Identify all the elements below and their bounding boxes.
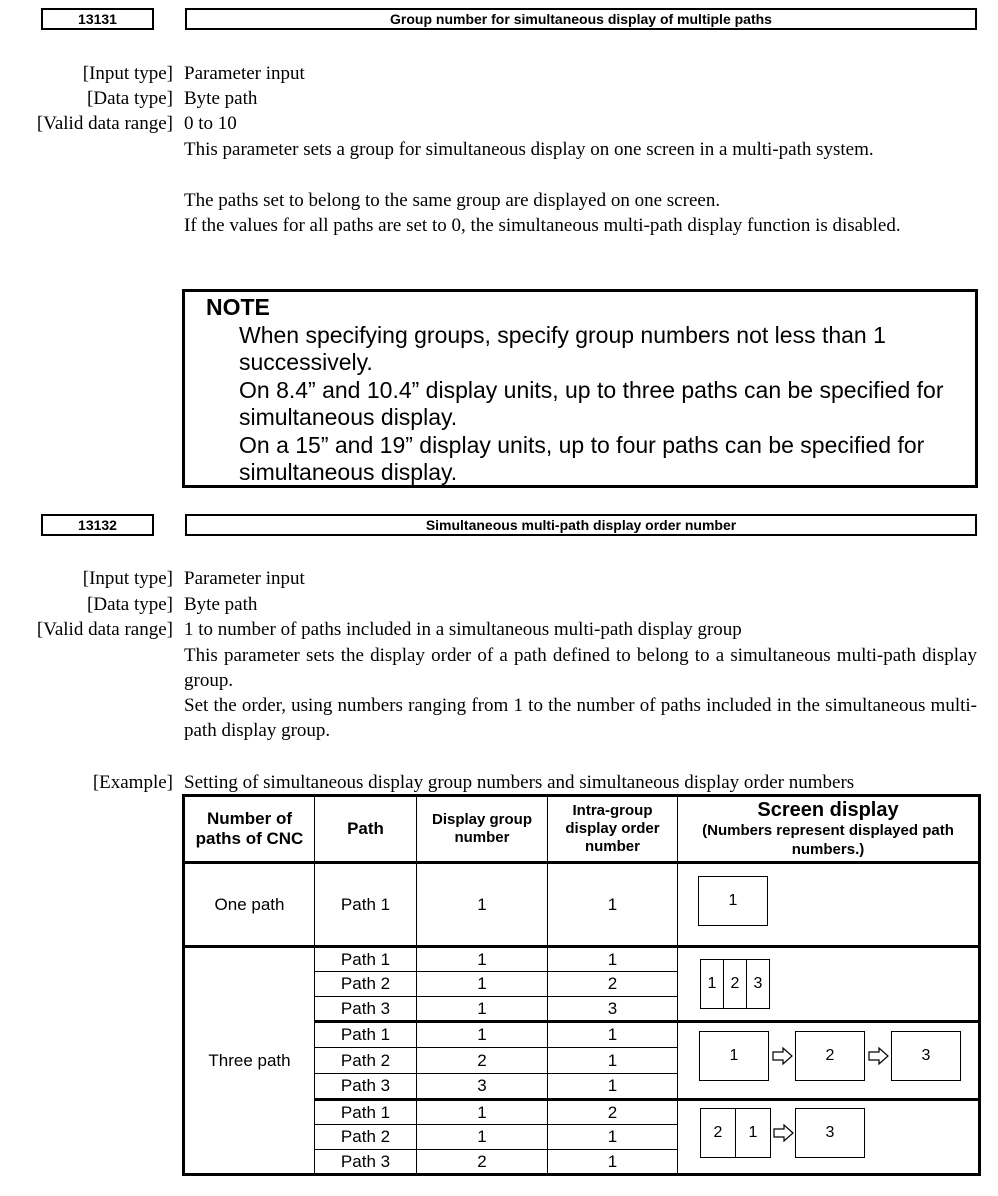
table-row [184, 863, 980, 947]
note-box [182, 289, 978, 488]
screen-box: 2 [795, 1031, 865, 1081]
note-body [239, 322, 969, 486]
order-cell: 1 [548, 1150, 678, 1175]
order-cell: 1 [548, 1048, 678, 1074]
valid-range-value: 0 to 10 [184, 113, 237, 134]
description-paragraph: This parameter sets the display order of a path defined to belong to a simultaneous multi-path display group. [184, 645, 977, 692]
path-cell: Path 3 [315, 997, 417, 1022]
column-header: Path [315, 796, 417, 863]
input-type-value: Parameter input [184, 63, 305, 84]
table-header-row [184, 796, 980, 863]
note-line: On 8.4” and 10.4” display units, up to three paths can be specified for simultaneous display. [239, 376, 944, 431]
group-cell: 1 [417, 997, 548, 1022]
parameter-title: Simultaneous multi-path display order number [185, 514, 977, 536]
data-type-label: [Data type] [87, 594, 173, 615]
parameter-number: 13131 [41, 8, 154, 30]
order-cell: 2 [548, 1100, 678, 1125]
group-cell: 2 [417, 1150, 548, 1175]
cnc-paths-cell: One path [184, 863, 315, 947]
example-label: [Example] [92, 772, 173, 793]
group-cell: 1 [417, 972, 548, 997]
screen-box: 1 [698, 876, 768, 926]
screen-box: 2 [723, 959, 747, 1009]
screen-box: 1 [699, 1031, 769, 1081]
example-caption: Setting of simultaneous display group numbers and simultaneous display order numbers [184, 772, 855, 793]
order-cell: 3 [548, 997, 678, 1022]
screen-box: 1 [700, 959, 724, 1009]
group-cell: 1 [417, 1125, 548, 1150]
order-cell: 1 [548, 947, 678, 972]
cnc-paths-cell: Three path [184, 947, 315, 1175]
group-cell: 1 [417, 947, 548, 972]
order-cell: 1 [548, 1074, 678, 1100]
parameter-title: Group number for simultaneous display of multiple paths [185, 8, 977, 30]
screen-display-cell [678, 1022, 980, 1100]
description-paragraph: This parameter sets a group for simultaneous display on one screen in a multi-path system. [184, 139, 874, 160]
data-type-label: [Data type] [87, 88, 173, 109]
column-header: Intra-group display order number [548, 796, 678, 863]
group-cell: 1 [417, 863, 548, 947]
screen-box: 3 [746, 959, 770, 1009]
screen-display-subheader: (Numbers represent displayed path numbers.) [702, 822, 954, 858]
path-cell: Path 1 [315, 947, 417, 972]
note-line: On a 15” and 19” display units, up to four paths can be specified for simultaneous display. [239, 431, 925, 486]
input-type-label: [Input type] [82, 63, 173, 84]
order-cell: 1 [548, 863, 678, 947]
screen-box: 3 [795, 1108, 865, 1158]
path-cell: Path 2 [315, 1125, 417, 1150]
screen-box: 3 [891, 1031, 961, 1081]
screen-display-cell [678, 947, 980, 1022]
path-cell: Path 1 [315, 863, 417, 947]
arrow-right-icon [772, 1047, 794, 1065]
path-cell: Path 1 [315, 1022, 417, 1048]
description-paragraph: Set the order, using numbers ranging from 1 to the number of paths included in the simultaneous multi-path display group. [184, 695, 977, 742]
input-type-label: [Input type] [82, 568, 173, 589]
screen-display-cell [678, 1100, 980, 1175]
valid-range-label: [Valid data range] [36, 113, 173, 134]
path-cell: Path 3 [315, 1150, 417, 1175]
screen-display-cell [678, 863, 980, 947]
column-header [678, 796, 980, 863]
parameter-number: 13132 [41, 514, 154, 536]
arrow-right-icon [868, 1047, 890, 1065]
arrow-right-icon [773, 1124, 795, 1142]
valid-range-value: 1 to number of paths included in a simultaneous multi-path display group [184, 619, 742, 640]
group-cell: 3 [417, 1074, 548, 1100]
group-cell: 1 [417, 1100, 548, 1125]
screen-display-header: Screen display [757, 799, 899, 821]
screen-box: 1 [735, 1108, 771, 1158]
group-cell: 1 [417, 1022, 548, 1048]
column-header: Display group number [417, 796, 548, 863]
table-row [184, 947, 980, 972]
note-line: When specifying groups, specify group numbers not less than 1 successively. [239, 322, 886, 376]
path-cell: Path 3 [315, 1074, 417, 1100]
input-type-value: Parameter input [184, 568, 305, 589]
data-type-value: Byte path [184, 88, 258, 109]
path-cell: Path 2 [315, 1048, 417, 1074]
order-cell: 1 [548, 1022, 678, 1048]
note-title: NOTE [206, 294, 270, 320]
data-type-value: Byte path [184, 594, 258, 615]
group-cell: 2 [417, 1048, 548, 1074]
column-header: Number of paths of CNC [184, 796, 315, 863]
example-table [182, 794, 981, 1176]
description-paragraph: If the values for all paths are set to 0, the simultaneous multi-path display function is disabled. [184, 215, 901, 236]
valid-range-label: [Valid data range] [36, 619, 173, 640]
order-cell: 2 [548, 972, 678, 997]
path-cell: Path 2 [315, 972, 417, 997]
description-paragraph: The paths set to belong to the same group are displayed on one screen. [184, 190, 721, 211]
order-cell: 1 [548, 1125, 678, 1150]
path-cell: Path 1 [315, 1100, 417, 1125]
screen-box: 2 [700, 1108, 736, 1158]
